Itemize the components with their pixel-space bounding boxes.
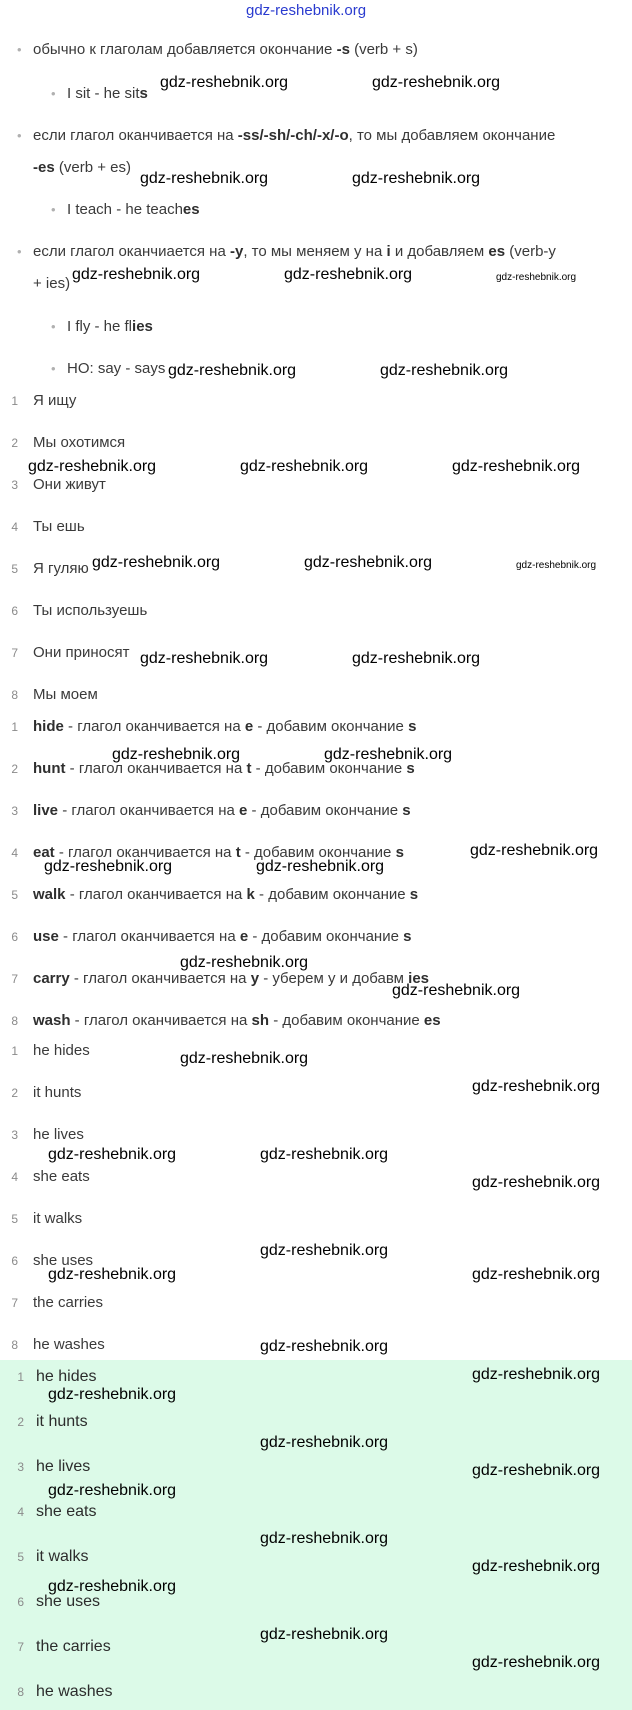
watermark-text: gdz-reshebnik.org <box>472 1366 601 1383</box>
explanation-text: добавим окончание <box>254 844 392 861</box>
answer-highlighted-item: it hunts <box>36 1413 88 1430</box>
watermark-text: gdz-reshebnik.org <box>284 266 413 283</box>
explanation-key: sh <box>251 1012 270 1029</box>
item-number: 8 <box>11 1014 18 1028</box>
rule-2 <box>33 126 555 146</box>
explanation-key: wash <box>33 1012 71 1029</box>
explanation-text: уберем у и добавм <box>272 970 404 987</box>
item-number: 8 <box>17 1685 24 1699</box>
item-number: 2 <box>17 1415 24 1429</box>
watermark-text: gdz-reshebnik.org <box>180 1050 309 1067</box>
answer-item: it walks <box>33 1210 83 1227</box>
rule-text: обычно к глаголам добавляется окончание <box>33 41 337 58</box>
explanation-text: добавим окончание <box>260 802 399 819</box>
explanation-text: добавим окончание <box>282 1012 420 1029</box>
translation-item: Я ищу <box>33 392 77 409</box>
explanation-key: s <box>403 928 412 945</box>
answer-highlighted-item: she uses <box>36 1593 101 1610</box>
watermark-text: gdz-reshebnik.org <box>472 1266 601 1283</box>
rule-text: если глагол оканчиается на <box>33 243 230 260</box>
watermark-text: gdz-reshebnik.org <box>48 1266 177 1283</box>
explanation-key: s <box>406 760 415 777</box>
watermark-text: gdz-reshebnik.org <box>372 74 501 91</box>
answer-highlighted-item: it walks <box>36 1548 89 1565</box>
explanation-item: eat - глагол оканчивается на t - добавим окончание s <box>33 844 404 861</box>
explanation-key: t <box>235 844 241 861</box>
watermark-text: gdz-reshebnik.org <box>260 1626 389 1643</box>
rule-text: если глагол оканчивается на <box>33 127 238 144</box>
explanation-item: use - глагол оканчивается на e - добавим окончание s <box>33 928 412 945</box>
rule-1 <box>33 40 418 60</box>
explanation-key: e <box>244 718 254 735</box>
answer-item: he hides <box>33 1042 90 1059</box>
explanation-text: глагол оканчивается на <box>68 844 232 861</box>
watermark-text: gdz-reshebnik.org <box>112 746 241 763</box>
example-text: I fly - he fl <box>67 318 133 335</box>
rule-3-exception: • НО: say - says <box>67 359 165 379</box>
answer-highlighted-item: the carries <box>36 1638 111 1655</box>
explanation-text: глагол оканчивается на <box>72 928 236 945</box>
explanation-text: глагол оканчивается на <box>78 886 243 903</box>
item-number: 3 <box>11 804 18 818</box>
rule-text: (verb-y <box>505 243 556 260</box>
item-number: 3 <box>11 1128 18 1142</box>
answer-highlighted-item: he washes <box>36 1683 113 1700</box>
watermark-text: gdz-reshebnik.org <box>48 1482 177 1499</box>
answer-highlighted-item: she eats <box>36 1503 97 1520</box>
explanation-item: walk - глагол оканчивается на k - добавим окончание s <box>33 886 419 903</box>
answer-highlighted-item: he hides <box>36 1368 97 1385</box>
translation-item: Ты ешь <box>33 518 85 535</box>
rule-ending: -s <box>336 41 350 58</box>
explanation-key: eat <box>33 844 55 861</box>
item-number: 3 <box>17 1460 24 1474</box>
rule-text: и добавляем <box>390 243 489 260</box>
item-number: 7 <box>11 972 18 986</box>
watermark-text: gdz-reshebnik.org <box>260 1530 389 1547</box>
item-number: 1 <box>17 1370 24 1384</box>
answer-item: the carries <box>33 1294 104 1311</box>
explanation-key: e <box>239 802 248 819</box>
explanation-text: глагол оканчивается на <box>77 718 241 735</box>
example-text: I sit - he sit <box>67 85 140 102</box>
watermark-text: gdz-reshebnik.org <box>260 1434 389 1451</box>
rule-1-example <box>67 84 148 104</box>
explanation-key: s <box>395 844 404 861</box>
header-watermark: gdz-reshebnik.org <box>246 2 367 19</box>
watermark-text: gdz-reshebnik.org <box>496 272 577 283</box>
example-ending: ies <box>132 318 153 335</box>
item-number: 7 <box>17 1640 24 1654</box>
rule-text: (verb + s) <box>349 41 418 58</box>
watermark-text: gdz-reshebnik.org <box>48 1146 177 1163</box>
explanation-text: глагол оканчивается на <box>78 760 243 777</box>
rule-2-line2 <box>33 159 131 176</box>
watermark-text: gdz-reshebnik.org <box>324 746 453 763</box>
explanation-key: s <box>409 886 419 903</box>
explanation-text: добавим окончание <box>264 760 403 777</box>
watermark-text: gdz-reshebnik.org <box>452 458 581 475</box>
explanation-key: use <box>33 928 59 945</box>
explanation-text: добавим окончание <box>268 886 406 903</box>
rule-text: (verb + es) <box>54 159 131 176</box>
rule-2-example <box>67 200 200 220</box>
answer-item: it hunts <box>33 1084 82 1101</box>
watermark-text: gdz-reshebnik.org <box>44 858 173 875</box>
item-number: 2 <box>11 1086 18 1100</box>
item-number: 6 <box>11 930 18 944</box>
item-number: 2 <box>11 436 18 450</box>
answer-item: he washes <box>33 1336 105 1353</box>
rule-text: , то мы меняем у на <box>243 243 387 260</box>
item-number: 8 <box>11 1338 18 1352</box>
item-number: 5 <box>11 888 18 902</box>
watermark-text: gdz-reshebnik.org <box>472 1558 601 1575</box>
item-number: 7 <box>11 1296 18 1310</box>
explanation-key: t <box>246 760 252 777</box>
explanation-item: hide - глагол оканчивается на e - добавим окончание s <box>33 718 417 735</box>
rule-3-example <box>67 317 153 337</box>
item-number: 1 <box>11 1044 18 1058</box>
translation-item: Ты используешь <box>33 602 148 619</box>
watermark-text: gdz-reshebnik.org <box>304 554 433 571</box>
watermark-text: gdz-reshebnik.org <box>140 650 269 667</box>
watermark-text: gdz-reshebnik.org <box>472 1654 601 1671</box>
explanation-key: ies <box>408 970 430 987</box>
rule-3 <box>33 242 556 262</box>
answer-item: she eats <box>33 1168 90 1185</box>
rule-ending: es <box>488 243 506 260</box>
translation-item: Они живут <box>33 476 106 493</box>
explanation-item: hunt - глагол оканчивается на t - добавим окончание s <box>33 760 415 777</box>
rule-ending: -ss/-sh/-ch/-x/-o <box>237 127 349 144</box>
watermark-text: gdz-reshebnik.org <box>380 362 509 379</box>
explanation-item: carry - глагол оканчивается на y - уберем у и добавм ies <box>33 970 430 987</box>
explanation-key: y <box>250 970 260 987</box>
answer-item: she uses <box>33 1252 94 1269</box>
item-number: 6 <box>11 604 18 618</box>
watermark-text: gdz-reshebnik.org <box>48 1578 177 1595</box>
item-number: 6 <box>11 1254 18 1268</box>
rule-ending: -y <box>229 243 244 260</box>
item-number: 3 <box>11 478 18 492</box>
item-number: 5 <box>11 562 18 576</box>
watermark-text: gdz-reshebnik.org <box>472 1462 601 1479</box>
item-number: 2 <box>11 762 18 776</box>
explanation-key: live <box>33 802 59 819</box>
watermark-text: gdz-reshebnik.org <box>72 266 201 283</box>
example-ending: es <box>182 201 200 218</box>
example-text: I teach - he teach <box>67 201 183 218</box>
explanation-item: live - глагол оканчивается на e - добавим окончание s <box>33 802 411 819</box>
watermark-text: gdz-reshebnik.org <box>516 560 597 571</box>
explanation-key: e <box>239 928 249 945</box>
explanation-text: глагол оканчивается на <box>83 1012 248 1029</box>
item-number: 1 <box>11 394 18 408</box>
item-number: 4 <box>11 520 18 534</box>
watermark-text: gdz-reshebnik.org <box>260 1146 389 1163</box>
example-ending: s <box>139 85 148 102</box>
explanation-text: добавим окончание <box>261 928 399 945</box>
watermark-text: gdz-reshebnik.org <box>160 74 289 91</box>
explanation-key: hunt <box>33 760 66 777</box>
explanation-text: глагол оканчивается на <box>71 802 235 819</box>
item-number: 4 <box>11 846 18 860</box>
explanation-key: k <box>246 886 255 903</box>
explanation-text: глагол оканчивается на <box>83 970 247 987</box>
rule-letter: i <box>386 243 391 260</box>
item-number: 5 <box>11 1212 18 1226</box>
item-number: 4 <box>11 1170 18 1184</box>
translation-item: Мы моем <box>33 686 98 703</box>
watermark-text: gdz-reshebnik.org <box>140 170 269 187</box>
watermark-text: gdz-reshebnik.org <box>48 1386 177 1403</box>
watermark-text: gdz-reshebnik.org <box>168 362 297 379</box>
watermark-text: gdz-reshebnik.org <box>92 554 221 571</box>
watermark-text: gdz-reshebnik.org <box>392 982 521 999</box>
watermark-text: gdz-reshebnik.org <box>472 1174 601 1191</box>
watermark-text: gdz-reshebnik.org <box>256 858 385 875</box>
item-number: 1 <box>11 720 18 734</box>
rule-ending: -es <box>33 159 55 176</box>
translation-item: Они приносят <box>33 644 130 661</box>
explanation-key: s <box>408 718 417 735</box>
watermark-text: gdz-reshebnik.org <box>28 458 157 475</box>
explanation-text: добавим окончание <box>266 718 404 735</box>
translation-item: Я гуляю <box>33 560 89 577</box>
explanation-key: s <box>402 802 411 819</box>
explanation-key: es <box>423 1012 441 1029</box>
translation-item: Мы охотимся <box>33 434 126 451</box>
explanation-key: carry <box>33 970 70 987</box>
item-number: 5 <box>17 1550 24 1564</box>
explanation-key: walk <box>33 886 66 903</box>
item-number: 4 <box>17 1505 24 1519</box>
answer-highlighted-item: he lives <box>36 1458 91 1475</box>
explanation-item: wash - глагол оканчивается на sh - добавим окончание es <box>33 1012 441 1029</box>
watermark-text: gdz-reshebnik.org <box>260 1338 389 1355</box>
watermark-text: gdz-reshebnik.org <box>470 842 599 859</box>
watermark-text: gdz-reshebnik.org <box>352 650 481 667</box>
explanation-key: hide <box>33 718 64 735</box>
item-number: 7 <box>11 646 18 660</box>
watermark-text: gdz-reshebnik.org <box>352 170 481 187</box>
answer-item: he lives <box>33 1126 84 1143</box>
rule-text: , то мы добавляем окончание <box>348 127 556 144</box>
item-number: 6 <box>17 1595 24 1609</box>
rule-3-line2: + ies) <box>33 275 71 292</box>
watermark-text: gdz-reshebnik.org <box>240 458 369 475</box>
watermark-text: gdz-reshebnik.org <box>472 1078 601 1095</box>
item-number: 8 <box>11 688 18 702</box>
watermark-text: gdz-reshebnik.org <box>260 1242 389 1259</box>
watermark-text: gdz-reshebnik.org <box>180 954 309 971</box>
